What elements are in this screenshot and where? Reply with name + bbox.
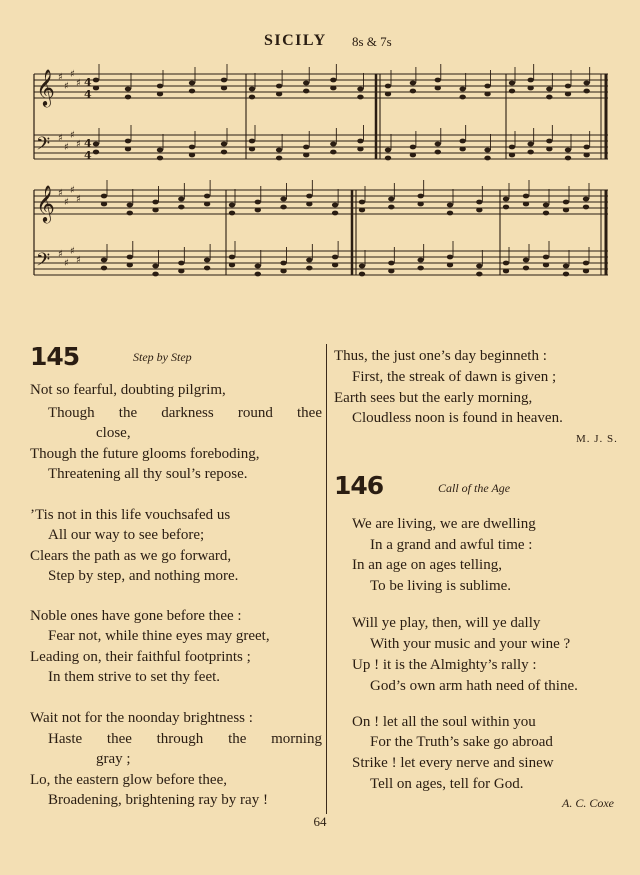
note-head xyxy=(125,87,131,92)
verse-line: On ! let all the soul within you xyxy=(352,714,536,730)
time-signature: 4 xyxy=(84,149,92,162)
note-head xyxy=(221,78,227,83)
time-signature: 4 xyxy=(84,88,92,101)
sharp-sign: ♯ xyxy=(64,142,69,153)
note-head xyxy=(583,145,589,150)
note-head xyxy=(332,263,338,268)
note-head xyxy=(152,208,158,213)
note-head xyxy=(357,87,363,92)
note-head xyxy=(459,147,465,152)
note-head xyxy=(189,81,195,86)
verse-line: ’Tis not in this life vouchsafed us xyxy=(30,507,231,523)
note-head xyxy=(410,81,416,86)
sharp-sign: ♯ xyxy=(76,78,81,89)
note-head xyxy=(357,139,363,144)
note-head xyxy=(280,205,286,210)
note-head xyxy=(435,78,441,83)
note-head xyxy=(583,89,589,94)
note-head xyxy=(178,269,184,274)
note-head xyxy=(101,202,107,207)
note-head xyxy=(385,148,391,153)
sharp-sign: ♯ xyxy=(64,197,69,208)
note-head xyxy=(178,261,184,266)
verse-line: All our way to see before; xyxy=(48,527,205,543)
note-head xyxy=(125,95,131,100)
note-head xyxy=(280,269,286,274)
note-head xyxy=(178,205,184,210)
verse-line-text: Haste thee through the morning xyxy=(48,731,322,747)
verse-line xyxy=(48,403,322,423)
note-head xyxy=(509,153,515,158)
note-head xyxy=(127,211,133,216)
note-head xyxy=(249,95,255,100)
note-head xyxy=(204,194,210,199)
note-head xyxy=(93,142,99,147)
verse-line: close, xyxy=(96,425,131,441)
verse-line-text: Though the darkness round thee xyxy=(48,405,322,421)
note-head xyxy=(229,263,235,268)
note-head xyxy=(93,78,99,83)
note-head xyxy=(435,142,441,147)
sharp-sign: ♯ xyxy=(76,194,81,205)
verse-line: Not so fearful, doubting pilgrim, xyxy=(30,382,226,398)
verse-line: First, the streak of dawn is given ; xyxy=(352,369,557,385)
note-head xyxy=(276,84,282,89)
verse-line: With your music and your wine ? xyxy=(370,636,571,652)
note-head xyxy=(229,255,235,260)
note-head xyxy=(543,255,549,260)
note-head xyxy=(157,84,163,89)
note-head xyxy=(543,263,549,268)
note-head xyxy=(255,272,261,277)
note-head xyxy=(563,208,569,213)
note-head xyxy=(332,203,338,208)
note-head xyxy=(152,200,158,205)
note-head xyxy=(583,261,589,266)
note-head xyxy=(527,150,533,155)
note-head xyxy=(410,153,416,158)
note-head xyxy=(563,200,569,205)
sharp-sign: ♯ xyxy=(76,139,81,150)
note-head xyxy=(388,269,394,274)
note-head xyxy=(476,208,482,213)
note-head xyxy=(417,266,423,271)
note-head xyxy=(101,194,107,199)
verse-line: For the Truth’s sake go abroad xyxy=(370,734,553,750)
note-head xyxy=(280,261,286,266)
note-head xyxy=(303,145,309,150)
note-head xyxy=(447,211,453,216)
note-head xyxy=(127,203,133,208)
sharp-sign: ♯ xyxy=(70,69,75,80)
verse-line xyxy=(48,729,322,749)
verse-line: Clears the path as we go forward, xyxy=(30,548,232,564)
sharp-sign: ♯ xyxy=(70,246,75,257)
note-head xyxy=(565,148,571,153)
note-head xyxy=(93,86,99,91)
note-head xyxy=(255,200,261,205)
time-signature: 4 xyxy=(84,137,92,150)
note-head xyxy=(546,147,552,152)
sharp-sign: ♯ xyxy=(58,188,63,199)
note-head xyxy=(204,266,210,271)
sharp-sign: ♯ xyxy=(76,255,81,266)
note-head xyxy=(157,92,163,97)
sharp-sign: ♯ xyxy=(70,185,75,196)
note-head xyxy=(306,194,312,199)
note-head xyxy=(523,258,529,263)
note-head xyxy=(565,84,571,89)
note-head xyxy=(303,81,309,86)
note-head xyxy=(527,78,533,83)
note-head xyxy=(204,258,210,263)
note-head xyxy=(459,139,465,144)
column-divider xyxy=(326,344,327,814)
note-head xyxy=(189,145,195,150)
verse-line: Threatening all thy soul’s repose. xyxy=(48,466,248,482)
sharp-sign: ♯ xyxy=(58,133,63,144)
tune-name: SICILY xyxy=(264,32,327,49)
note-head xyxy=(583,197,589,202)
note-head xyxy=(127,255,133,260)
note-head xyxy=(357,147,363,152)
verse-line: gray ; xyxy=(96,751,131,767)
sharp-sign: ♯ xyxy=(58,72,63,83)
note-head xyxy=(221,86,227,91)
tune-header xyxy=(0,30,640,54)
note-head xyxy=(221,150,227,155)
sharp-sign: ♯ xyxy=(64,81,69,92)
hymn-title: Step by Step xyxy=(133,350,192,364)
note-head xyxy=(410,145,416,150)
note-head xyxy=(503,205,509,210)
note-head xyxy=(484,148,490,153)
note-head xyxy=(523,194,529,199)
note-head xyxy=(417,202,423,207)
verse-line: Though the future glooms foreboding, xyxy=(30,446,260,462)
note-head xyxy=(509,81,515,86)
note-head xyxy=(543,211,549,216)
note-head xyxy=(280,197,286,202)
verse-line: In an age on ages telling, xyxy=(352,557,502,573)
note-head xyxy=(276,156,282,161)
note-head xyxy=(330,78,336,83)
note-head xyxy=(152,272,158,277)
note-head xyxy=(359,200,365,205)
music-score xyxy=(0,60,640,322)
note-head xyxy=(583,269,589,274)
note-head xyxy=(543,203,549,208)
sharp-sign: ♯ xyxy=(58,249,63,260)
note-head xyxy=(527,142,533,147)
sharp-sign: ♯ xyxy=(64,258,69,269)
note-head xyxy=(385,92,391,97)
time-signature: 4 xyxy=(84,76,92,89)
note-head xyxy=(509,89,515,94)
note-head xyxy=(583,153,589,158)
verse-line: Strike ! let every nerve and sinew xyxy=(352,755,554,771)
hymn-author: A. C. Coxe xyxy=(562,796,614,810)
verse-line: Noble ones have gone before thee : xyxy=(30,608,242,624)
note-head xyxy=(546,87,552,92)
note-head xyxy=(332,211,338,216)
verse-line: To be living is sublime. xyxy=(370,578,512,594)
note-head xyxy=(385,156,391,161)
note-head xyxy=(484,92,490,97)
note-head xyxy=(417,258,423,263)
note-head xyxy=(303,153,309,158)
note-head xyxy=(303,89,309,94)
verse-line: In a grand and awful time : xyxy=(370,537,533,553)
verse-line: Broadening, brightening ray by ray ! xyxy=(48,792,268,808)
note-head xyxy=(330,142,336,147)
note-head xyxy=(563,272,569,277)
verse-line: Will ye play, then, will ye dally xyxy=(352,615,541,631)
note-head xyxy=(359,208,365,213)
note-head xyxy=(125,139,131,144)
note-head xyxy=(546,95,552,100)
note-head xyxy=(332,255,338,260)
verse-line: Up ! it is the Almighty’s rally : xyxy=(352,657,537,673)
verse-line: Cloudless noon is found in heaven. xyxy=(352,410,563,426)
note-head xyxy=(503,269,509,274)
note-head xyxy=(388,261,394,266)
note-head xyxy=(276,92,282,97)
verse-line: Tell on ages, tell for God. xyxy=(370,776,524,792)
note-head xyxy=(503,261,509,266)
note-head xyxy=(127,263,133,268)
note-head xyxy=(410,89,416,94)
note-head xyxy=(306,266,312,271)
page-number: 64 xyxy=(313,814,327,829)
note-head xyxy=(125,147,131,152)
note-head xyxy=(503,197,509,202)
note-head xyxy=(178,197,184,202)
verse-line: Fear not, while thine eyes may greet, xyxy=(48,628,270,644)
note-head xyxy=(359,264,365,269)
note-head xyxy=(435,150,441,155)
note-head xyxy=(229,211,235,216)
note-head xyxy=(330,150,336,155)
treble-clef: 𝄞 xyxy=(36,184,55,222)
note-head xyxy=(385,84,391,89)
note-head xyxy=(523,266,529,271)
note-head xyxy=(527,86,533,91)
note-head xyxy=(447,255,453,260)
hymn-number: 145 xyxy=(30,342,80,371)
note-head xyxy=(249,139,255,144)
bass-clef: 𝄢 xyxy=(36,134,51,159)
note-head xyxy=(276,148,282,153)
note-head xyxy=(388,197,394,202)
verse-line: Lo, the eastern glow before thee, xyxy=(30,772,227,788)
note-head xyxy=(583,205,589,210)
verse-line: In them strive to set thy feet. xyxy=(48,669,221,685)
note-head xyxy=(255,264,261,269)
note-head xyxy=(484,84,490,89)
verse-line: Thus, the just one’s day beginneth : xyxy=(334,348,547,364)
verse-line: Wait not for the noonday brightness : xyxy=(30,710,253,726)
verse-line: Step by step, and nothing more. xyxy=(48,568,239,584)
note-head xyxy=(484,156,490,161)
note-head xyxy=(152,264,158,269)
note-head xyxy=(563,264,569,269)
verse-line: Earth sees but the early morning, xyxy=(334,390,533,406)
note-head xyxy=(565,92,571,97)
note-head xyxy=(459,87,465,92)
verse-line: Leading on, their faithful footprints ; xyxy=(30,649,251,665)
sharp-sign: ♯ xyxy=(70,130,75,141)
note-head xyxy=(221,142,227,147)
note-head xyxy=(435,86,441,91)
note-head xyxy=(509,145,515,150)
hymn-title: Call of the Age xyxy=(438,481,511,495)
note-head xyxy=(565,156,571,161)
note-head xyxy=(476,272,482,277)
treble-clef: 𝄞 xyxy=(36,68,55,106)
note-head xyxy=(476,264,482,269)
note-head xyxy=(189,153,195,158)
verse-line: We are living, we are dwelling xyxy=(352,516,536,532)
note-head xyxy=(357,95,363,100)
note-head xyxy=(476,200,482,205)
note-head xyxy=(306,258,312,263)
note-head xyxy=(157,156,163,161)
note-head xyxy=(204,202,210,207)
note-head xyxy=(157,148,163,153)
verse-line: God’s own arm hath need of thine. xyxy=(370,678,578,694)
note-head xyxy=(459,95,465,100)
note-head xyxy=(249,87,255,92)
hymn-number: 146 xyxy=(334,471,384,500)
tune-meter: 8s & 7s xyxy=(352,34,392,49)
note-head xyxy=(189,89,195,94)
note-head xyxy=(583,81,589,86)
note-head xyxy=(101,258,107,263)
note-head xyxy=(93,150,99,155)
note-head xyxy=(546,139,552,144)
note-head xyxy=(249,147,255,152)
note-head xyxy=(447,203,453,208)
note-head xyxy=(417,194,423,199)
note-head xyxy=(229,203,235,208)
note-head xyxy=(306,202,312,207)
note-head xyxy=(255,208,261,213)
note-head xyxy=(388,205,394,210)
note-head xyxy=(359,272,365,277)
note-head xyxy=(330,86,336,91)
note-head xyxy=(523,202,529,207)
hymn-author: M. J. S. xyxy=(576,433,618,445)
note-head xyxy=(101,266,107,271)
bass-clef: 𝄢 xyxy=(36,250,51,275)
note-head xyxy=(447,263,453,268)
